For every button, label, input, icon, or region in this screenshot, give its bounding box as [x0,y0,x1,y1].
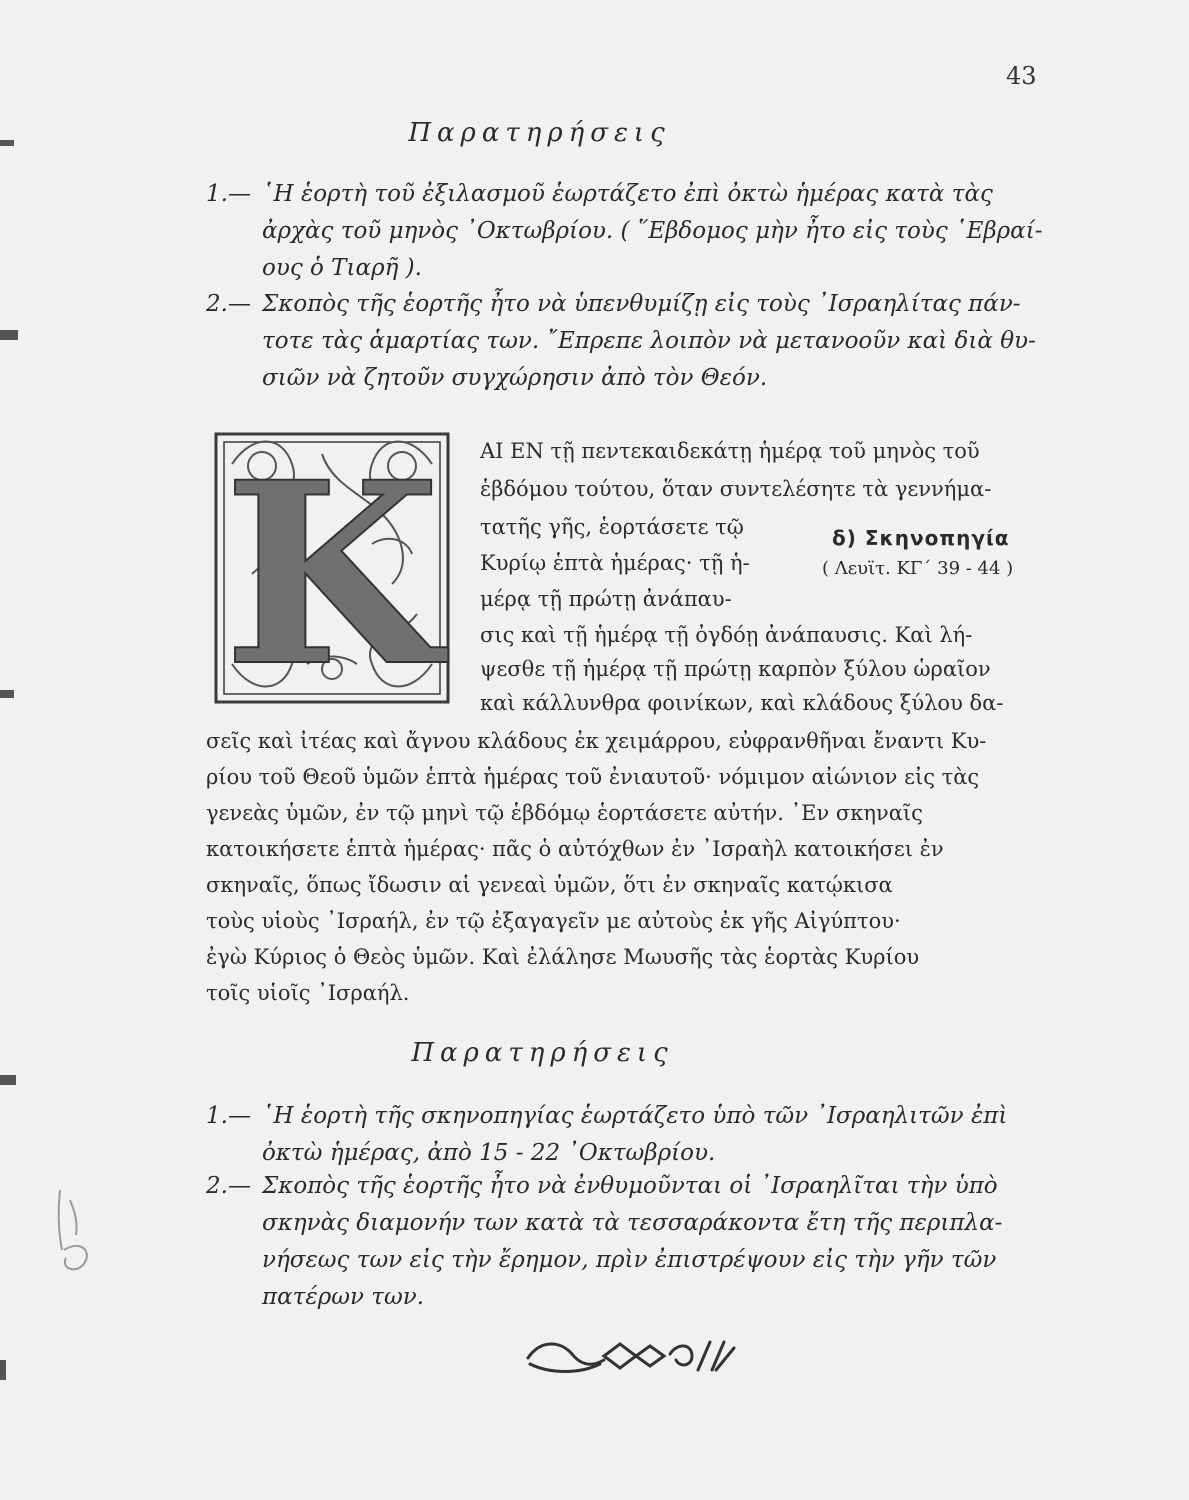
section-title: δ) Σκηνοπηγία [832,526,1010,550]
observation-number: 2.— [206,1173,251,1199]
observation-item [206,176,1062,287]
decorative-initial [212,424,452,704]
observations-heading: Παρατηρήσεις [411,1038,674,1068]
scripture-reference: ( Λευϊτ. ΚΓ΄ 39 - 44 ) [822,558,1014,579]
section-header-box [822,526,1062,579]
observation-item [206,1098,1062,1172]
observation-line: πατέρων των. [262,1284,425,1310]
text-line: ἑβδόμου τούτου, ὅταν συντελέσητε τὰ γεννήμα- [480,477,992,501]
observation-line: σιῶν νὰ ζητοῦν συγχώρησιν ἀπὸ τὸν Θεόν. [262,365,768,391]
text-line: ἐγὼ Κύριος ὁ Θεὸς ὑμῶν. Καὶ ἐλάλησε Μωυσῆς τὰς ἑορτὰς Κυρίου [206,945,920,969]
observation-line: σκηνὰς διαμονήν των κατὰ τὰ τεσσαράκοντα ἔτη τῆς περιπλα- [262,1210,1003,1236]
initial-letter: K [223,427,441,704]
text-line: κατοικήσετε ἑπτὰ ἡμέρας· πᾶς ὁ αὐτόχθων ἐν ᾿Ισραὴλ κατοικήσει ἐν [206,837,944,861]
observation-item [206,1168,1062,1316]
observation-line: νήσεως των εἰς τὴν ἔρημον, πρὶν ἐπιστρέψουν εἰς τὴν γῆν τῶν [262,1247,997,1273]
text-line: σκηναῖς, ὅπως ἴδωσιν αἱ γενεαὶ ὑμῶν, ὅτι ἐν σκηναῖς κατῴκισα [206,873,893,897]
observation-line: ὀκτὼ ἡμέρας, ἀπὸ 15 - 22 ᾿Οκτωβρίου. [262,1140,716,1166]
page-number: 43 [1006,62,1037,90]
observation-number: 1.— [206,181,251,207]
text-line: ψεσθε τῇ ἡμέρᾳ τῇ πρώτῃ καρπὸν ξύλου ὡραῖον [480,657,991,681]
text-line: ρίου τοῦ Θεοῦ ὑμῶν ἑπτὰ ἡμέρας τοῦ ἐνιαυτοῦ· νόμιμον αἰώνιον εἰς τὰς [206,765,980,789]
text-line: σεῖς καὶ ἰτέας καὶ ἄγνου κλάδους ἐκ χειμάρρου, εὐφρανθῆναι ἔναντι Κυ- [206,729,987,753]
observation-line: τοτε τὰς ἁμαρτίας των. ῎Επρεπε λοιπὸν νὰ μετανοοῦν καὶ διὰ θυ- [262,328,1036,354]
observations-heading: Παρατηρήσεις [408,118,671,148]
margin-pencil-mark [50,1180,110,1280]
observation-line: ἀρχὰς τοῦ μηνὸς ᾿Οκτωβρίου. ( ῞Εβδομος μὴν ἦτο εἰς τοὺς ῾Εβραί- [262,218,1043,244]
observation-number: 2.— [206,291,251,317]
observation-number: 1.— [206,1103,251,1129]
observation-line: Σκοπὸς τῆς ἑορτῆς ἦτο νὰ ἐνθυμοῦνται οἱ ᾿Ισραηλῖται τὴν ὑπὸ [262,1173,998,1199]
text-line: καὶ κάλλυνθρα φοινίκων, καὶ κλάδους ξύλου δα- [480,691,1004,715]
text-line: σις καὶ τῇ ἡμέρᾳ τῇ ὀγδόῃ ἀνάπαυσις. Καὶ λή- [480,623,973,647]
observation-item [206,286,1062,397]
binding-edge-marks [0,0,30,1500]
closing-ornament [520,1334,740,1380]
text-line: ΑΙ ΕΝ τῇ πεντεκαιδεκάτῃ ἡμέρᾳ τοῦ μηνὸς τοῦ [480,439,980,463]
text-line: τοὺς υἱοὺς ᾿Ισραήλ, ἐν τῷ ἐξαγαγεῖν με αὐτοὺς ἐκ γῆς Αἰγύπτου· [206,909,901,933]
text-line: μέρᾳ τῇ πρώτῃ ἀνάπαυ- [480,587,732,611]
text-line: τατῆς γῆς, ἑορτάσετε τῷ [480,515,744,539]
observation-line: ῾Η ἑορτὴ τῆς σκηνοπηγίας ἑωρτάζετο ὑπὸ τῶν ᾿Ισραηλιτῶν ἐπὶ [262,1103,1008,1129]
observation-line: ῾Η ἑορτὴ τοῦ ἐξιλασμοῦ ἑωρτάζετο ἐπὶ ὀκτὼ ἡμέρας κατὰ τὰς [262,181,993,207]
observation-line: ους ὁ Τιαρῆ ). [262,255,422,281]
observation-line: Σκοπὸς τῆς ἑορτῆς ἦτο νὰ ὑπενθυμίζῃ εἰς τοὺς ᾿Ισραηλίτας πάν- [262,291,1021,317]
text-line: τοῖς υἱοῖς ᾿Ισραήλ. [206,981,410,1005]
text-line: γενεὰς ὑμῶν, ἐν τῷ μηνὶ τῷ ἑβδόμῳ ἑορτάσετε αὐτήν. ᾿Εν σκηναῖς [206,801,923,825]
text-line: Κυρίῳ ἑπτὰ ἡμέρας· τῇ ἡ- [480,551,750,575]
